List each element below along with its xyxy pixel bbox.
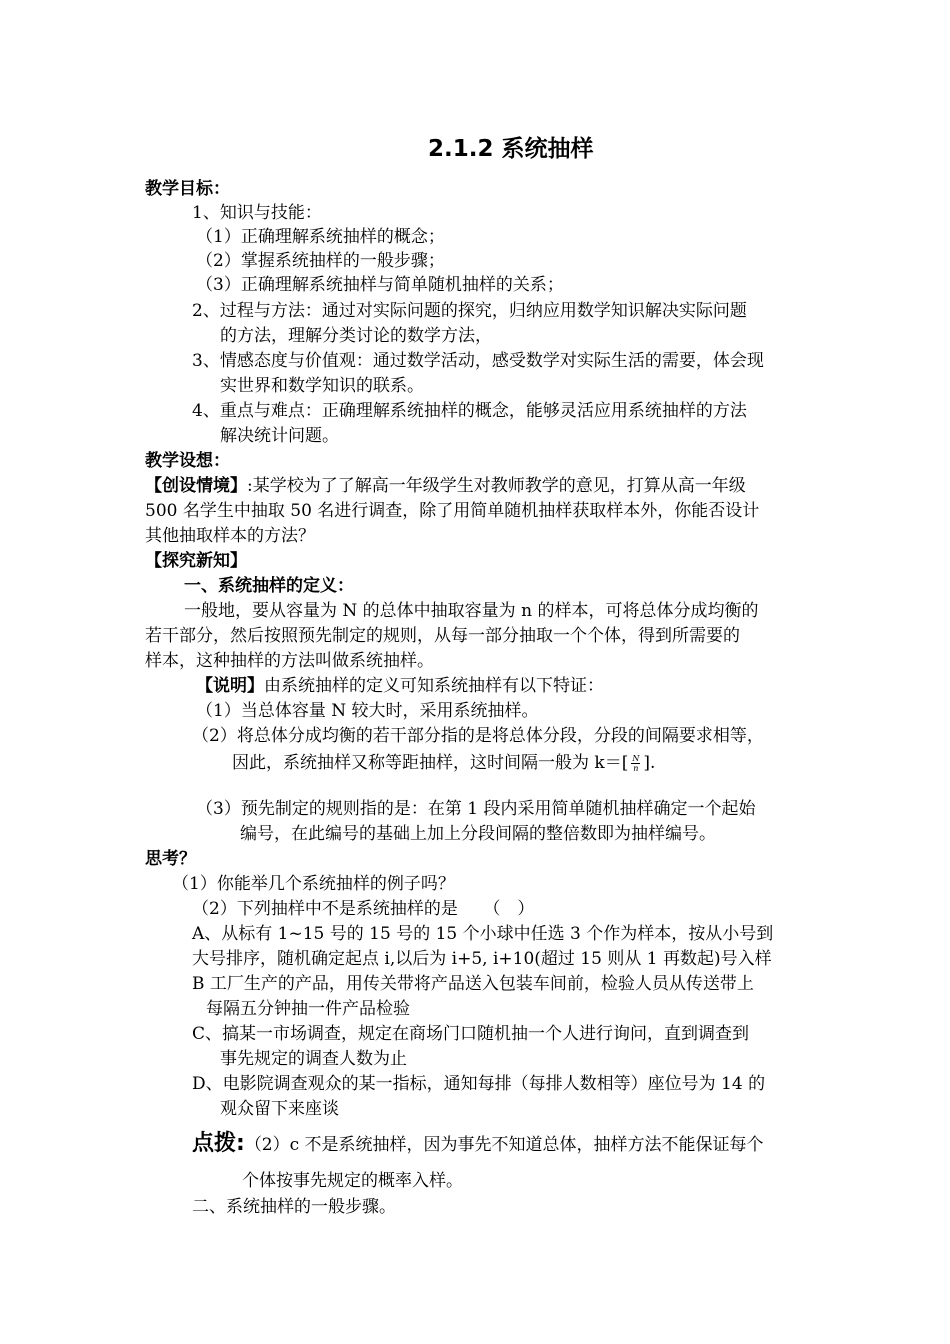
option-a-line-2: 大号排序，随机确定起点 i,以后为 i+5, i+10(超过 15 则从 1 再数起)号入样 <box>192 949 772 969</box>
question-1: （1）你能举几个系统抽样的例子吗？ <box>172 874 455 894</box>
option-c-line-2: 事先规定的调查人数为止 <box>220 1049 407 1069</box>
page-title: 2.1.2 系统抽样 <box>428 136 594 162</box>
option-b-line-2: 每隔五分钟抽一件产品检验 <box>206 999 410 1019</box>
goal-sub-3: （3）正确理解系统抽样与简单随机抽样的关系； <box>196 275 564 295</box>
goal-item-3-line-1: 3、情感态度与价值观：通过数学活动，感受数学对实际生活的需要，体会现 <box>192 351 764 371</box>
steps-heading: 二、系统抽样的一般步骤。 <box>192 1197 396 1217</box>
hint-line-1 <box>192 1133 764 1156</box>
note-1: （1）当总体容量 N 较大时，采用系统抽样。 <box>196 701 539 721</box>
hint-text: （2）c 不是系统抽样，因为事先不知道总体，抽样方法不能保证每个 <box>244 1135 764 1155</box>
note-line <box>196 675 604 697</box>
definition-line-2: 若干部分，然后按照预先制定的规则，从每一部分抽取一个个体，得到所需要的 <box>145 626 740 646</box>
explore-heading: 【探究新知】 <box>145 551 247 571</box>
design-heading: 教学设想： <box>145 451 230 471</box>
goal-sub-1: （1）正确理解系统抽样的概念； <box>196 227 445 247</box>
option-c-line-1: C、搞某一市场调查，规定在商场门口随机抽一个人进行询问，直到调查到 <box>192 1024 750 1044</box>
scene-line-1 <box>145 475 746 497</box>
goal-item-1: 1、知识与技能： <box>192 203 322 223</box>
hint-line-2: 个体按事先规定的概率入样。 <box>242 1171 463 1191</box>
hint-label: 点拨: <box>192 1131 245 1156</box>
definition-line-1: 一般地，要从容量为 N 的总体中抽取容量为 n 的样本，可将总体分成均衡的 <box>184 601 759 621</box>
goal-item-2-line-1: 2、过程与方法：通过对实际问题的探究，归纳应用数学知识解决实际问题 <box>192 301 747 321</box>
goal-item-4-line-1: 4、重点与难点：正确理解系统抽样的概念，能够灵活应用系统抽样的方法 <box>192 401 747 421</box>
fraction-denominator: n <box>633 764 639 773</box>
note-2-end: ]. <box>643 753 656 773</box>
note-2-text: 因此，系统抽样又称等距抽样，这时间隔一般为 k＝[ <box>232 753 629 773</box>
goal-item-4-line-2: 解决统计问题。 <box>220 426 339 446</box>
goal-sub-2: （2）掌握系统抽样的一般步骤； <box>196 251 445 271</box>
note-2-line-1: （2）将总体分成均衡的若干部分指的是将总体分段，分段的间隔要求相等， <box>192 726 764 746</box>
goal-item-3-line-2: 实世界和数学知识的联系。 <box>220 376 424 396</box>
fraction-numerator: N <box>632 754 640 763</box>
option-d-line-2: 观众留下来座谈 <box>220 1099 339 1119</box>
note-2-line-2 <box>232 752 655 774</box>
definition-line-3: 样本，这种抽样的方法叫做系统抽样。 <box>145 651 434 671</box>
option-b-line-1: B 工厂生产的产品，用传关带将产品送入包装车间前，检验人员从传送带上 <box>192 974 754 994</box>
scene-line-3: 其他抽取样本的方法？ <box>145 526 315 546</box>
option-a-line-1: A、从标有 1~15 号的 15 号的 15 个小球中任选 3 个作为样本，按从小号到 <box>192 924 774 944</box>
note-label: 【说明】 <box>196 676 264 696</box>
goals-heading: 教学目标： <box>145 179 230 199</box>
goal-item-2-line-2: 的方法，理解分类讨论的数学方法， <box>220 326 492 346</box>
note-text: 由系统抽样的定义可知系统抽样有以下特证： <box>264 676 604 696</box>
interval-fraction <box>631 754 640 773</box>
definition-heading: 一、系统抽样的定义： <box>184 576 354 596</box>
note-3-line-2: 编号，在此编号的基础上加上分段间隔的整倍数即为抽样编号。 <box>240 824 716 844</box>
think-heading: 思考？ <box>145 849 196 869</box>
question-2: （2）下列抽样中不是系统抽样的是 （ ） <box>192 899 535 919</box>
scene-text: :某学校为了了解高一年级学生对教师教学的意见，打算从高一年级 <box>247 476 746 496</box>
scene-label: 【创设情境】 <box>145 476 247 496</box>
option-d-line-1: D、电影院调查观众的某一指标，通知每排（每排人数相等）座位号为 14 的 <box>192 1074 766 1094</box>
note-3-line-1: （3）预先制定的规则指的是：在第 1 段内采用简单随机抽样确定一个起始 <box>196 799 756 819</box>
scene-line-2: 500 名学生中抽取 50 名进行调查，除了用简单随机抽样获取样本外，你能否设计 <box>145 501 760 521</box>
